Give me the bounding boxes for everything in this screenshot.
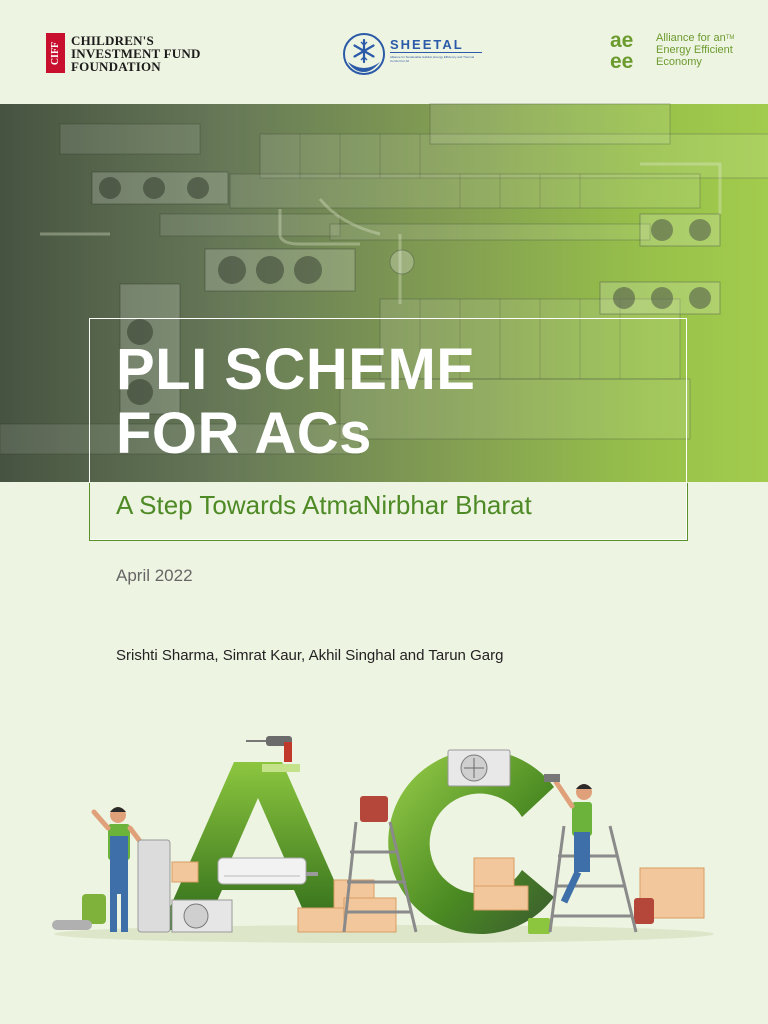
report-subtitle: A Step Towards AtmaNirbhar Bharat [116,490,532,520]
sheetal-logo [342,30,492,80]
worker-right [544,774,592,902]
paint-bucket-icon [528,918,550,934]
logo-bar [0,0,768,104]
ciff-wordmark: CHILDREN'S INVESTMENT FUND FOUNDATION [71,32,201,74]
ciff-mark: CIFF [46,33,65,73]
ciff-logo [46,33,201,73]
svg-text:ee: ee [610,50,634,73]
report-title: PLI SCHEME FOR ACs [116,337,476,466]
ladder-right [550,826,636,932]
aeee-wordmark: Alliance for an™ Energy Efficient Economy [656,32,735,68]
ac-installation-illustration [44,709,724,952]
sheetal-tagline: Alliance for Sustainable Habitat, Energy Efficiency and Thermal Comfort for All [390,55,475,63]
illustration-letters: AC [44,709,67,726]
outdoor-ac-unit-top [448,750,510,786]
toolbox-icon [360,796,388,822]
aeee-logo [610,29,735,73]
toolbox-icon-right [634,898,654,924]
outdoor-ac-unit-small [172,900,232,932]
indoor-ac-unit [218,858,318,884]
svg-text:ae: ae [610,29,634,52]
aeee-mark-icon [610,29,650,73]
snowflake-icon [342,32,386,76]
drill-icon [246,736,292,762]
gas-cylinder-icon [82,894,106,924]
authors-list: Srishti Sharma, Simrat Kaur, Akhil Singhal and Tarun Garg [116,647,504,664]
floor-ac-unit [138,840,170,932]
sheetal-name: SHEETAL [390,37,464,52]
publication-date: April 2022 [116,566,193,585]
pipe-coil-icon [52,920,92,930]
